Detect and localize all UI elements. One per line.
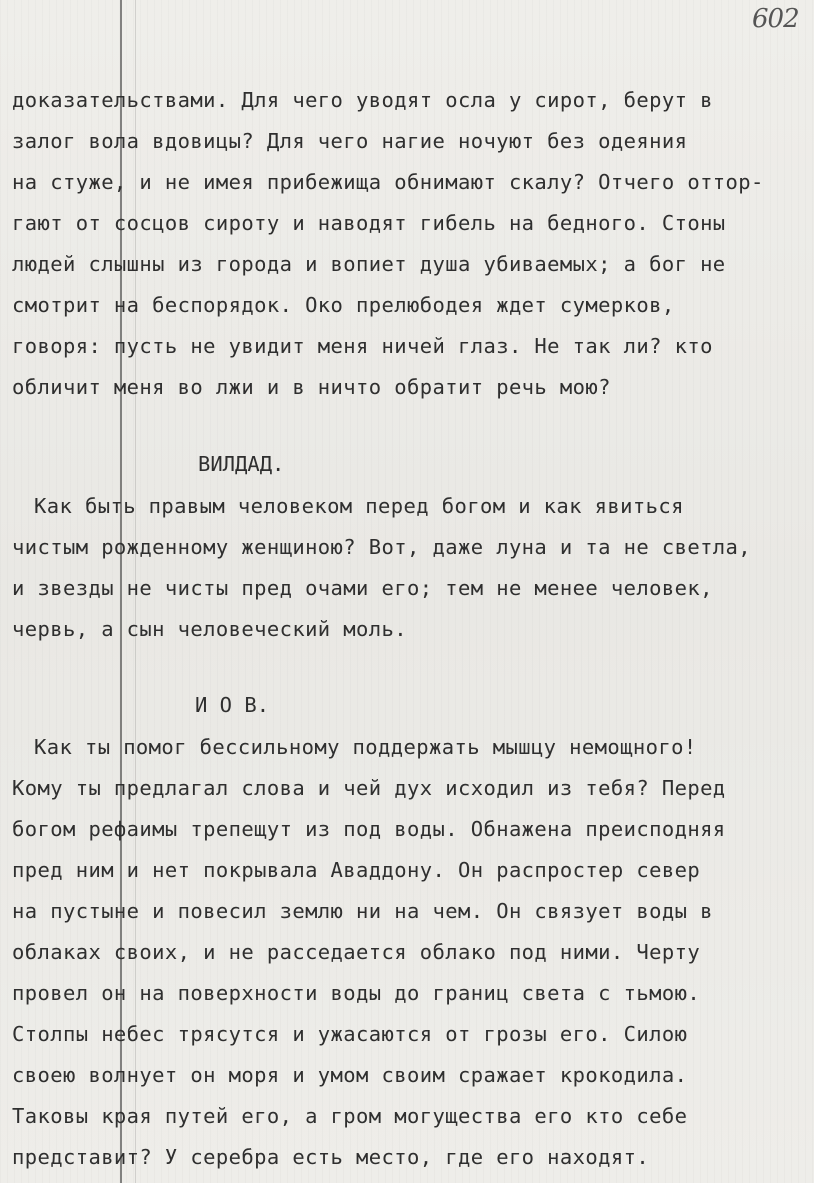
text-line: Как быть правым человеком перед богом и как явиться (34, 494, 684, 518)
text-line: людей слышны из города и вопиет душа убиваемых; а бог не (12, 252, 726, 276)
text-line: Как ты помог бессильному поддержать мышцу немощного! (34, 735, 697, 759)
text-line: на стуже, и не имея прибежища обнимают скалу? Отчего оттор- (12, 170, 764, 194)
text-line: Кому ты предлагал слова и чей дух исходил из тебя? Перед (12, 776, 726, 800)
text-line: обличит меня во лжи и в ничто обратит речь мою? (12, 375, 611, 399)
text-line: представит? У серебра есть место, где его находят. (12, 1145, 650, 1169)
text-line: и звезды не чисты пред очами его; тем не менее человек, (12, 576, 713, 600)
text-line: своею волнует он моря и умом своим сражает крокодила. (12, 1063, 688, 1087)
page-number: 602 (752, 4, 799, 34)
text-line: червь, а сын человеческий моль. (12, 617, 408, 641)
text-line: чистым рожденному женщиною? Вот, даже луна и та не светла, (12, 535, 752, 559)
text-line: Столпы небес трясутся и ужасаются от грозы его. Силою (12, 1022, 688, 1046)
text-line: облаках своих, и не расседается облако под ними. Черту (12, 940, 701, 964)
text-line: богом рефаимы трепещут из под воды. Обнажена преисподняя (12, 817, 726, 841)
text-line: доказательствами. Для чего уводят осла у сирот, берут в (12, 88, 713, 112)
text-line: гают от сосцов сироту и наводят гибель на бедного. Стоны (12, 211, 726, 235)
text-line: залог вола вдовицы? Для чего нагие ночуют без одеяния (12, 129, 688, 153)
text-line: Таковы края путей его, а гром могущества его кто себе (12, 1104, 688, 1128)
text-line: смотрит на беспорядок. Око прелюбодея ждет сумерков, (12, 293, 675, 317)
text-line: говоря: пусть не увидит меня ничей глаз. Не так ли? кто (12, 334, 713, 358)
text-line: на пустыне и повесил землю ни на чем. Он связует воды в (12, 899, 713, 923)
text-line: провел он на поверхности воды до границ света с тьмою. (12, 981, 701, 1005)
text-line: пред ним и нет покрывала Аваддону. Он распростер север (12, 858, 701, 882)
speaker-heading-job: И О В. (195, 693, 270, 717)
speaker-heading-bildad: ВИЛДАД. (198, 452, 285, 476)
